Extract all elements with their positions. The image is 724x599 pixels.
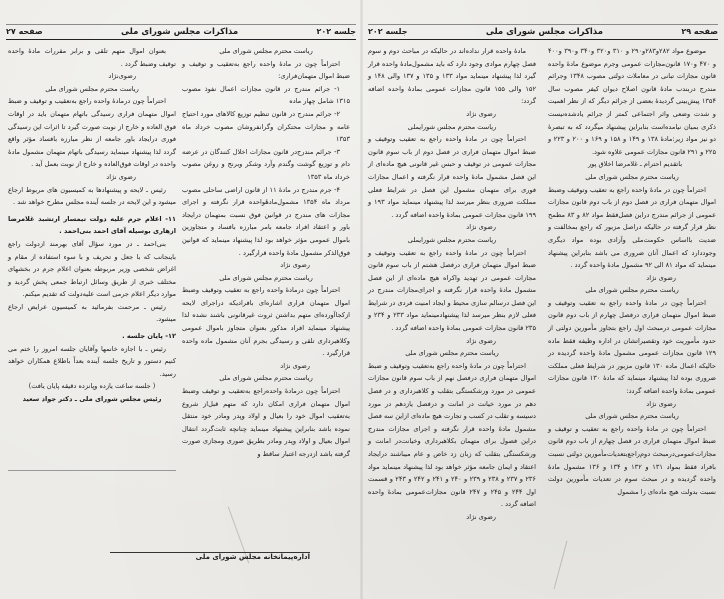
printing-office-footer: اداره‌پیمانخانه مجلس شورای ملی — [195, 553, 310, 561]
session-label: جلسه ۲۰۲ — [316, 27, 356, 36]
paragraph: مادهٔ واحده قرار نداده‌اند در حالیکه در مباحث دوم و سوم فصل چهارم موادی وجود دارد که باید مشمول‌مادهٔ واحده قرار گیرد لذا پیشنهاد مینماید مواد ۱۳۳ و ۱۳۵ و ۱۳۷ والی ۱۴۸ و ۱۵۲ والی ۱۵۵ قانون مجازات عمومی بمادهٔ واحده اضافه گردد: — [368, 47, 536, 106]
signatory: رضوی نژاد — [280, 361, 310, 370]
signatory: رضوی نژاد — [466, 109, 496, 118]
salutation: ریاست محترم مجلس شورای ملی — [585, 412, 679, 421]
paragraph: احتراماً چون در مادهٔ واحده راجع به تعقیب وتوقیف و ضبط اموال متهمان فراری درفصل چهارم از باب دوم قانون مجازات عمومی درمبحث اول راجع بتجاوز مأمورین دولتی از حدود مأموریت خود وتقصیراتشان در اداره وظیفه فقط ماده ۱۲۹ قانون مجازات عمومی مشمول مادهٔ واحده گردیده در حالیکه اعمال ماده ۱۳۰ قانون مزبور در شرایط فعلی مملکت ضروری بوده لذا پیشنهاد مینماید که مادهٔ ۱۳۰ قانون مجازات عمومی بمادهٔ واحده اضافه گردد: — [548, 298, 716, 396]
left-page-right-column — [182, 45, 350, 461]
paragraph: احتراماً چون درمادهٔ واحده‌راجع به‌تعقیب و توقیف وضبط اموال متهمان فراری امکان دارد که متهم قبل‌از شروع به‌تعقیب اموال خود را بعیال و اولاد وپدر ومادر خود منتقل نموده باشد بنابراین پیشنهاد مینماید چنانچه ثابت‌گردد انتقال اموال بعیال و اولاد وپدر ومادر بطریق صوری ومجازی صورت گرفته باشد ازدرجه اعتبار ساقط و — [182, 387, 350, 458]
paragraph: ۴- جرم مندرج در مادهٔ ۱۱ از قانون اراضی ساحلی مصوب مرداد ماه ۱۳۵۴ مشمول‌مادهٔواحده قرار نگرفته و اجرای مجازات های مندرج در قوانین فوق نسبت بمتهمان درایجاد باور و اعتقاد افراد جامعه بامر مبارزه بافساد و متجاوزین باموال عمومی مؤثر خواهد بود لذا پیشنهاد مینماید که قوانین فوق‌الذکر مشمول مادهٔ واحده قرارگیرد . — [182, 185, 350, 257]
signature-block: رئیس مجلس شورای ملی ـ دکتر جواد سعید — [22, 395, 162, 404]
paragraph: احتراماً چون در مادهٔ واحده راجع به تعقیب وتوقیف و ضبط اموال متهمان فراری درفصل هشتم از باب سوم قانون مجازات عمومی در تهدید واکراه هیچ ماده‌ای از این فصل مشمول مادهٔ واحده قرار نگرفته و اجرای‌مجازات مندرج در این فصل درسالم سازی محیط و ایجاد امنیت فردی در شرایط فعلی لازم بنظر میرسد لذا پیشنهادمینماید مواد ۲۳۳ و ۲۳۴ و ۲۳۵ قانون مجازات عمومی بمادهٔ واحده اضافه گردد . — [368, 248, 536, 333]
salutation: ریاست محترم مجلس شورای ملی — [45, 84, 139, 93]
paragraph: رئیس ـ مرحمت بفرمائید به کمیسیون عرایض ارجاع میشود. — [8, 302, 176, 324]
paragraph: احتراماً چون در مادهٔ واحده راجع به‌تعقیب وتوقیف و ضبط اموال متهمان فراری درفصل نهم از باب سوم قانون مجازات عمومی در مورد ورشکستگی بتقلب و کلاهبرداری و در فصل دهم در مورد خیانت در امانت و درفصل یازدهم در مورد دسیسه و تقلب در کسب و تجارت هیچ ماده‌ای ازاین سه فصل مشمول مادهٔ واحده قرار نگرفته و اجرای مجازات مندرج دراین فصول برای متهمان بکلاهبرداری وخیانت‌در امانت و ورشکستگی بتقلب که زبان زد خاص و عام میباشند درایجاد اعتقاد و ایمان جامعه مؤثر خواهد بود لذا پیشنهاد مینماید مواد ۲۳۶ و ۲۳۷ و ۲۳۸ و ۲۳۹ و ۲۴۰ و ۲۴۱ و ۲۴۲ و ۲۴۳ و قسمت اول ۲۴۴ و ۲۴۵ و ۲۴۷ قانون مجازات‌عمومی بمادهٔ واحده اضافه گردد . — [368, 361, 536, 509]
header-divider — [368, 39, 718, 40]
paragraph: احتراماً چون در مادهٔ واحده راجع به تعقیب وتوقیف و ضبط اموال متهمان فراری در فصل دوم از باب سوم قانون مجازات عمومی در توقیف و حبس غیر قانونی هیچ ماده‌ای از این فصل مشمول مادهٔ واحده قرار نگرفته و اعمال مجازات فوری برای متهمان مشمول این فصل در شرایط فعلی مملکت ضروری بنظر میرسد لذا پیشنهاد مینماید مواد ۱۹۳ و ۱۹۹ قانون مجازات عمومی بمادهٔ واحده اضافه گردد . — [368, 135, 537, 219]
salutation: ریاست محترم مجلس شورای ملی — [219, 273, 313, 282]
header-divider — [6, 39, 356, 40]
salutation: ( جلسه ساعت یازده وپانزده دقیقه پایان یافت) — [28, 382, 156, 391]
paragraph: ۲- جرائم مندرج در قانون تنظیم توزیع کالاهای مورد احتیاج عامه و مجازات محتکران وگرانفروشان مصوب خرداد ماه ۱۳۵۳ — [182, 109, 350, 144]
salutation: ریاست محترم مجلس شورای ملی — [405, 349, 499, 358]
signatory: رضوی نژاد — [280, 261, 310, 270]
paragraph: احتراماً چون درمادهٔ واحده راجع به‌تعقیب و توقیف و ضبط اموال متهمان فراری رسیدگی باتهام متهمان باید در اوقات فوق العاده و خارج از نوبت صورت گیرد تا اثرات این رسیدگی فوری درایجاد باور جامعه از نظر مبارزه بافساد مؤثر واقع گردد لذا پیشنهاد مینماید رسیدگی باتهام متهمان مشمول مادهٔ واحده در اوقات فوق‌العاده و خارج از نوبت بعمل آید . — [8, 97, 176, 169]
signatory: رضوی نژاد — [466, 223, 496, 232]
right-page-header — [368, 24, 718, 38]
salutation: ریاست محترم مجلس شورای ملی — [585, 172, 679, 181]
signatory: رضوی نژاد — [466, 512, 496, 521]
left-page-left-column — [8, 45, 176, 406]
signatory: رضوی نژاد — [646, 273, 676, 282]
end-of-session-divider — [8, 470, 176, 471]
paragraph: احتراماً چون در مادهٔ واحده راجع به تعقیب وتوقیف وضبط اموال متهمان فراری در فصل دوم از باب دوم قانون مجازات عمومی از جرائم مندرج دراین فصل‌فقط مواد ۸۲ و ۸۳ مطمح نظر قرار گرفته در حالیکه دراصل مزبور که راجع بمخالفت و ضدیت بااساس حکومت‌ملی وآزادی بوده مواد دیگری وجوددارد که اعمال آنان ضروری می باشد بنابراین پیشنهاد مینماید که مواد ۸۱ الی ۹۲ مشمول مادهٔ واحده گردد . — [548, 185, 717, 270]
session-label: جلسه ۲۰۲ — [368, 27, 408, 36]
right-page — [362, 0, 724, 599]
salutation: ریاست محترم مجلس شورای ملی — [219, 47, 313, 55]
signatory: رضوی نژاد — [466, 336, 496, 345]
signatory: باتقدیم احترام ـ غلامرضا اخلاق پور — [588, 160, 683, 169]
signatory: رضوی‌نژاد — [108, 72, 136, 81]
agenda-item-heading: ۱۱- اعلام جرم علیه دولت تیمسار ارتشبد غلامرضا ازهاری بوسیله آقای احمد بنی‌احمد . — [8, 214, 176, 236]
agenda-item-heading: ۱۲- پایان جلسه . — [122, 332, 176, 341]
right-page-right-column — [548, 45, 716, 498]
salutation: ریاست محترم مجلس شورای ملی — [219, 374, 313, 383]
page-number: صفحه ۲۹ — [681, 27, 718, 36]
header-title: مذاکرات مجلس شورای ملی — [121, 26, 239, 37]
right-page-left-column — [368, 45, 536, 524]
left-page-header — [6, 24, 356, 38]
paragraph: موضوع مواد ۲۸۲و۲۸۳و۲۹۰ و ۳۱۰ و۳۲۰ و۳۴۰ و۳۹۰ و۴۰۰ و ۴۷۰ و۱۷۰ قانون‌مجازات عمومی وجرم موضوع مادهٔ واحده قانون مجازات تبانی در معاملات دولتی مصوب ۱۳۴۸ وجرائم مندرج دربندب مادهٔ قانون اصلاح دیوان کیفر مصوب سال ۱۳۵۴ پیش‌بینی گردیدهٔ بعضی از جرائم دیگر که از نظر اهمیت و شدت وضعی واثر اجتماعی کمتر از جرائم یادشده‌نیست ذکری بمیان نیامده‌است بنابراین پیشنهاد میگردد که به تبصرهٔ دو نیز مواد زیر:مادهٔ ۱۳۸ و ۱۴۹ و ۱۵۸ و ۱۶۹ و ۲۰۰ و ۲۲۳ و ۲۲۵ و ۲۹۱ قانون مجازات عمومی علاوه شود. — [548, 47, 716, 156]
signatory: رضوی نژاد — [646, 399, 676, 408]
paragraph: بعنوان اموال متهم تلقی و برابر مقررات مادهٔ واحده توقیف وضبط گردد . — [8, 47, 176, 68]
paragraph: احتراماً چون در مادهٔ واحده راجع به‌تعقیب و توقیف و ضبط اموال متهمان‌فراری: — [182, 59, 350, 81]
paragraph: احتراماً چون در مادهٔ واحده راجع به تعقیب و توقیف و ضبط اموال متهمان فراری در فصل چهارم از باب دوم قانون مجازات‌عمومی‌درمبحث دوم‌راجع‌بتعدیات‌مأمورین دولتی نسبت بافراد فقط بمواد ۱۳۱ و ۱۳۲ و ۱۳۴ و ۱۳۶ مشمول مادهٔ واحده گردیده و در مبحث سوم در تعدیات مأمورین دولت نسبت بدولت هیچ ماده‌ای را مشمول — [548, 424, 716, 496]
salutation: ریاست محترم مجلس شورایملی — [407, 122, 497, 131]
page-number: صفحه ۲۷ — [6, 27, 43, 36]
header-title: مذاکرات مجلس شورای ملی — [485, 26, 603, 37]
paragraph: ۱- جرائم مندرج در قانون مجازات اعمال نفوذ مصوب ۱۳۱۵ شامل چهار ماده — [182, 84, 350, 106]
paragraph: رئیس ـ با اجازه خانمها وآقایان جلسه امروز را ختم می کنیم دستور و تاریخ جلسه آینده بعداً باطلاع همکاران خواهد رسید. — [8, 344, 176, 378]
paragraph: احتراماً چون درمادهٔ واحده راجع به تعقیب وتوقیف وضبط اموال متهمان فراری اشاره‌ای بافرادیکه دراجرای لایحه ازکجاآورده‌ای متهم بداشتن ثروت غیرقانونی باشند نشده لذا پیشنهاد مینماید افراد مذکور بعنوان متجاوز باموال عمومی وکلاهبرداری تلقی و رسیدگی بجرم آنان مشمول ماده واحده قرارگیرد . — [182, 286, 350, 358]
salutation: ریاست محترم مجلس شورای ملی — [585, 286, 679, 295]
paragraph: رئیس ـ لایحه و پیشنهادها به کمیسیون های مربوط ارجاع میشود و این لایحه در جلسه آینده مجلس مطرح خواهد شد . — [8, 185, 176, 207]
signatory: رضوی نژاد — [106, 172, 136, 181]
paragraph: بنی‌احمد ـ در مورد سؤال آقای بهرمند ازدولت راجع باینجانب که با جعل و تحریف و با سوء استفاده از مقام و اغراض شخصی وزیر مربوطه بعنوان اعلام جرم در بخشهای مختلف خبری از طریق وسائل ارتباط جمعی پخش گردید و موارد دیگر اعلام جرمی است علیه‌دولت که تقدیم میکنم. — [8, 239, 176, 299]
paragraph: ۳- جرائم مندرج‌در قانون مجازات اخلال کنندگان در عرضه دام و توزیع گوشت وگندم وآرد وشکر وبرنج و روغن مصوب خرداد ماه ۱۳۵۳ — [182, 147, 350, 181]
salutation: ریاست محترم مجلس شورایملی — [407, 235, 497, 244]
